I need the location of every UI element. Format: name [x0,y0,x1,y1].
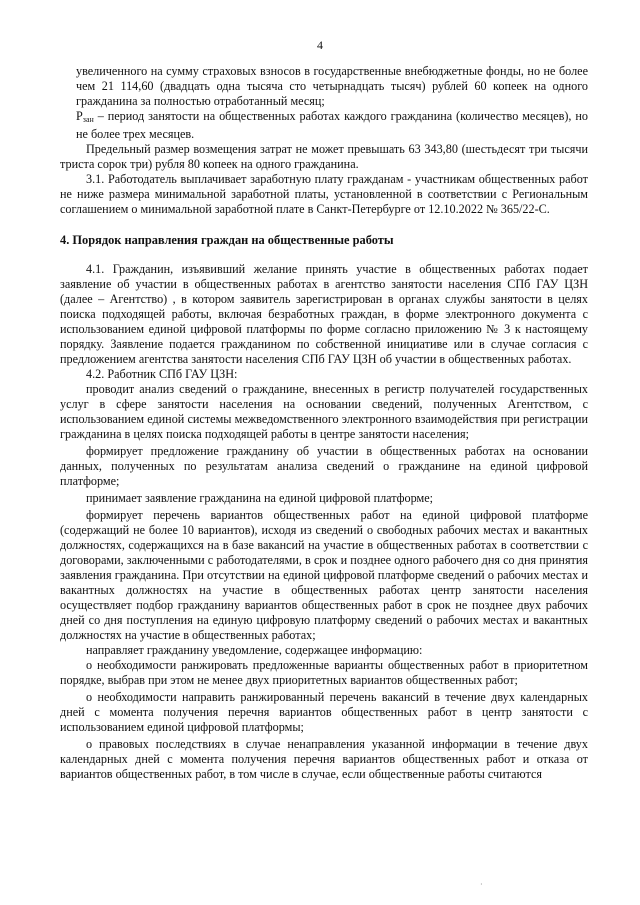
period-symbol: P [76,109,83,123]
scan-mark: · [480,880,483,889]
period-text: – период занятости на общественных работах каждого гражданина (количество месяцев), но не более трех месяцев. [76,109,588,141]
period-subscript: зан [82,115,94,124]
paragraph-legal-consequences: о правовых последствиях в случае ненаправления указанной информации в течение двух календарных дней с момента получения перечня вариантов общественных работ и отказа от вариантов общественных работ, в том числе в случае, если общественные работы считаются [60,737,588,781]
page-number: 4 [317,38,323,52]
paragraph-employment-period [60,109,588,142]
section-heading: 4. Порядок направления граждан на общественные работы [60,233,394,247]
paragraph-4-1: 4.1. Гражданин, изъявивший желание принять участие в общественных работах подает заявление об участии в общественных работах в агентство занятости населения СПб ГАУ ЦЗН (далее – Агентство) , в котором заявитель зарегистрирован в органах службы занятости в целях поиска подходящей работы, включая безработных граждан, в форме электронного документа с использованием единой цифровой платформы по форме согласно приложению № 3 к настоящему порядку. Заявление подается гражданином по собственной инициативе или в случае согласия с предложением агентства занятости населения СПб ГАУ ЦЗН об участии в общественных работах. [60,262,588,366]
paragraph-analysis: проводит анализ сведений о гражданине, внесенных в регистр получателей государственных услуг в сфере занятости населения на основании сведений, полученных Агентством, с использованием единой системы межведомственного электронного взаимодействия при регистрации гражданина в целях поиска подходящей работы в центре занятости населения; [60,382,588,441]
paragraph-accepts: принимает заявление гражданина на единой цифровой платформе; [86,491,434,505]
paragraph-send-ranked: о необходимости направить ранжированный перечень вакансий в течение двух календарных дней с момента получения перечня вариантов общественных работ в центр занятости с использованием единой цифровой платформы; [60,690,588,734]
paragraph-offer: формирует предложение гражданину об участии в общественных работах на основании данных, полученных по результатам анализа сведений о гражданине на единой цифровой платформе; [60,444,588,488]
paragraph-3-1: 3.1. Работодатель выплачивает заработную плату гражданам - участникам общественных работ не ниже размера минимальной заработной платы, установленной в соответствии с Региональным соглашением о минимальной заработной плате в Санкт-Петербурге от 12.10.2022 № 365/22-С. [60,172,588,216]
paragraph-notification: направляет гражданину уведомление, содержащее информацию: [86,643,423,657]
paragraph-list-options: формирует перечень вариантов общественных работ на единой цифровой платформе (содержащий не более 10 вариантов), исходя из сведений о свободных рабочих местах и вакантных должностях, содержащихся на в базе вакансий на участие в общественных работах в соответствии с договорами, заключенными с работодателями, в срок и позднее одного рабочего дня со дня принятия заявления гражданина. При отсутствии на единой цифровой платформе сведений о рабочих местах и вакантных должностях на участие в общественных работах центр занятости населения осуществляет подбор гражданину вариантов общественных работ в срок не позднее двух рабочих дней со дня поступления на единую цифровую платформу сведений о рабочих местах и вакантных должностях на участие в общественных работах; [60,508,588,642]
paragraph-max-reimbursement: Предельный размер возмещения затрат не может превышать 63 343,80 (шестьдесят три тысячи триста сорок три) рубля 80 копеек на одного гражданина. [60,142,588,171]
paragraph-4-2: 4.2. Работник СПб ГАУ ЦЗН: [86,367,238,381]
paragraph-rank-options: о необходимости ранжировать предложенные варианты общественных работ в приоритетном порядке, выбрав при этом не менее двух приоритетных вариантов общественных работ; [60,658,588,687]
document-body [60,64,588,782]
paragraph-wage-limit: увеличенного на сумму страховых взносов в государственные внебюджетные фонды, но не более чем 21 114,60 (двадцать одна тысяча сто четырнадцать тысяч) рублей 60 копеек на одного гражданина за полностью отработанный месяц; [76,64,588,108]
